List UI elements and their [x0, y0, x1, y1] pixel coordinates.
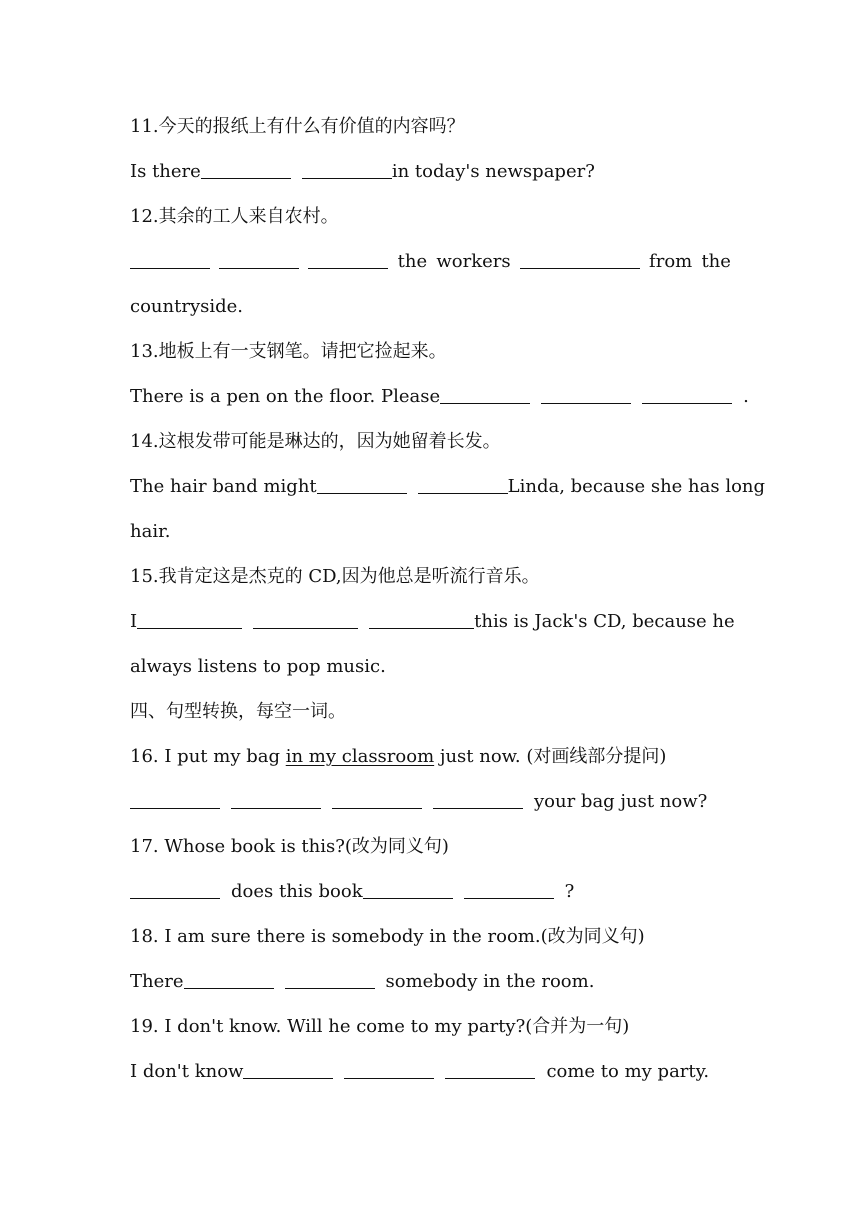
question-18-prompt: 18. I am sure there is somebody in the room.(改为同义句) [130, 926, 645, 947]
answer-blank[interactable] [302, 162, 392, 179]
q12-word: the [397, 251, 428, 272]
q17-text-end: ? [564, 881, 575, 902]
answer-blank[interactable] [445, 1062, 535, 1079]
answer-blank[interactable] [642, 387, 732, 404]
q13-text-start: There is a pen on the floor. Please [130, 386, 441, 407]
answer-blank[interactable] [285, 972, 375, 989]
question-11-prompt: 11.今天的报纸上有什么有价值的内容吗？ [130, 116, 465, 137]
q16-underlined-phrase: in my classroom [285, 746, 435, 767]
answer-blank[interactable] [130, 252, 210, 269]
question-13-answer-line [130, 385, 749, 409]
question-11-answer-line [130, 160, 731, 184]
q15-text-end: this is Jack's CD, because he [474, 611, 735, 632]
question-17-answer-line [130, 880, 731, 904]
q18-text-start: There [130, 971, 184, 992]
answer-blank[interactable] [201, 162, 291, 179]
question-18-answer-line [130, 970, 731, 994]
answer-blank[interactable] [219, 252, 299, 269]
question-14-continuation: hair. [130, 521, 171, 542]
question-12-prompt: 12.其余的工人来自农村。 [130, 206, 339, 227]
answer-blank[interactable] [520, 252, 640, 269]
q18-text-end: somebody in the room. [385, 971, 595, 992]
answer-blank[interactable] [433, 792, 523, 809]
q11-text-end: in today's newspaper? [391, 161, 595, 182]
answer-blank[interactable] [184, 972, 274, 989]
answer-blank[interactable] [541, 387, 631, 404]
question-14-prompt: 14.这根发带可能是琳达的，因为她留着长发。 [130, 431, 501, 452]
answer-blank[interactable] [317, 477, 407, 494]
question-19-answer-line [130, 1060, 731, 1084]
question-15-continuation: always listens to pop music. [130, 656, 386, 677]
q12-word: workers [436, 251, 511, 272]
answer-blank[interactable] [308, 252, 388, 269]
question-19-prompt: 19. I don't know. Will he come to my party?(合并为一句) [130, 1016, 630, 1037]
q16-text-start: 16. I put my bag [130, 746, 286, 767]
answer-blank[interactable] [253, 612, 358, 629]
question-13-prompt: 13.地板上有一支钢笔。请把它捡起来。 [130, 341, 447, 362]
answer-blank[interactable] [332, 792, 422, 809]
q12-word: the [701, 251, 731, 272]
q19-text-start: I don't know [130, 1061, 244, 1082]
q15-text-start: I [130, 611, 138, 632]
answer-blank[interactable] [137, 612, 242, 629]
q16-text-end: just now. (对画线部分提问) [434, 746, 667, 767]
question-15-answer-line [130, 610, 735, 634]
q14-text-start: The hair band might [130, 476, 317, 497]
q13-text-end: . [743, 386, 749, 407]
question-14-answer-line [130, 475, 766, 499]
question-12-answer-line [130, 250, 731, 274]
answer-blank[interactable] [243, 1062, 333, 1079]
answer-blank[interactable] [231, 792, 321, 809]
q12-word: from [649, 251, 693, 272]
answer-blank[interactable] [464, 882, 554, 899]
answer-blank[interactable] [130, 792, 220, 809]
answer-blank[interactable] [369, 612, 474, 629]
question-15-prompt: 15.我肯定这是杰克的 CD,因为他总是听流行音乐。 [130, 566, 540, 587]
question-16-prompt [130, 745, 731, 769]
q19-text-end: come to my party. [546, 1061, 710, 1082]
answer-blank[interactable] [344, 1062, 434, 1079]
question-17-prompt: 17. Whose book is this?(改为同义句) [130, 836, 449, 857]
q11-text-start: Is there [130, 161, 201, 182]
question-16-answer-line [130, 790, 731, 814]
answer-blank[interactable] [130, 882, 220, 899]
q16-answer-end: your bag just now? [534, 791, 708, 812]
q17-text-mid: does this book [231, 881, 363, 902]
question-12-continuation: countryside. [130, 296, 244, 317]
section-4-title: 四、句型转换，每空一词。 [130, 701, 346, 722]
answer-blank[interactable] [363, 882, 453, 899]
answer-blank[interactable] [440, 387, 530, 404]
answer-blank[interactable] [418, 477, 508, 494]
q14-text-end: Linda, because she has long [507, 476, 766, 497]
